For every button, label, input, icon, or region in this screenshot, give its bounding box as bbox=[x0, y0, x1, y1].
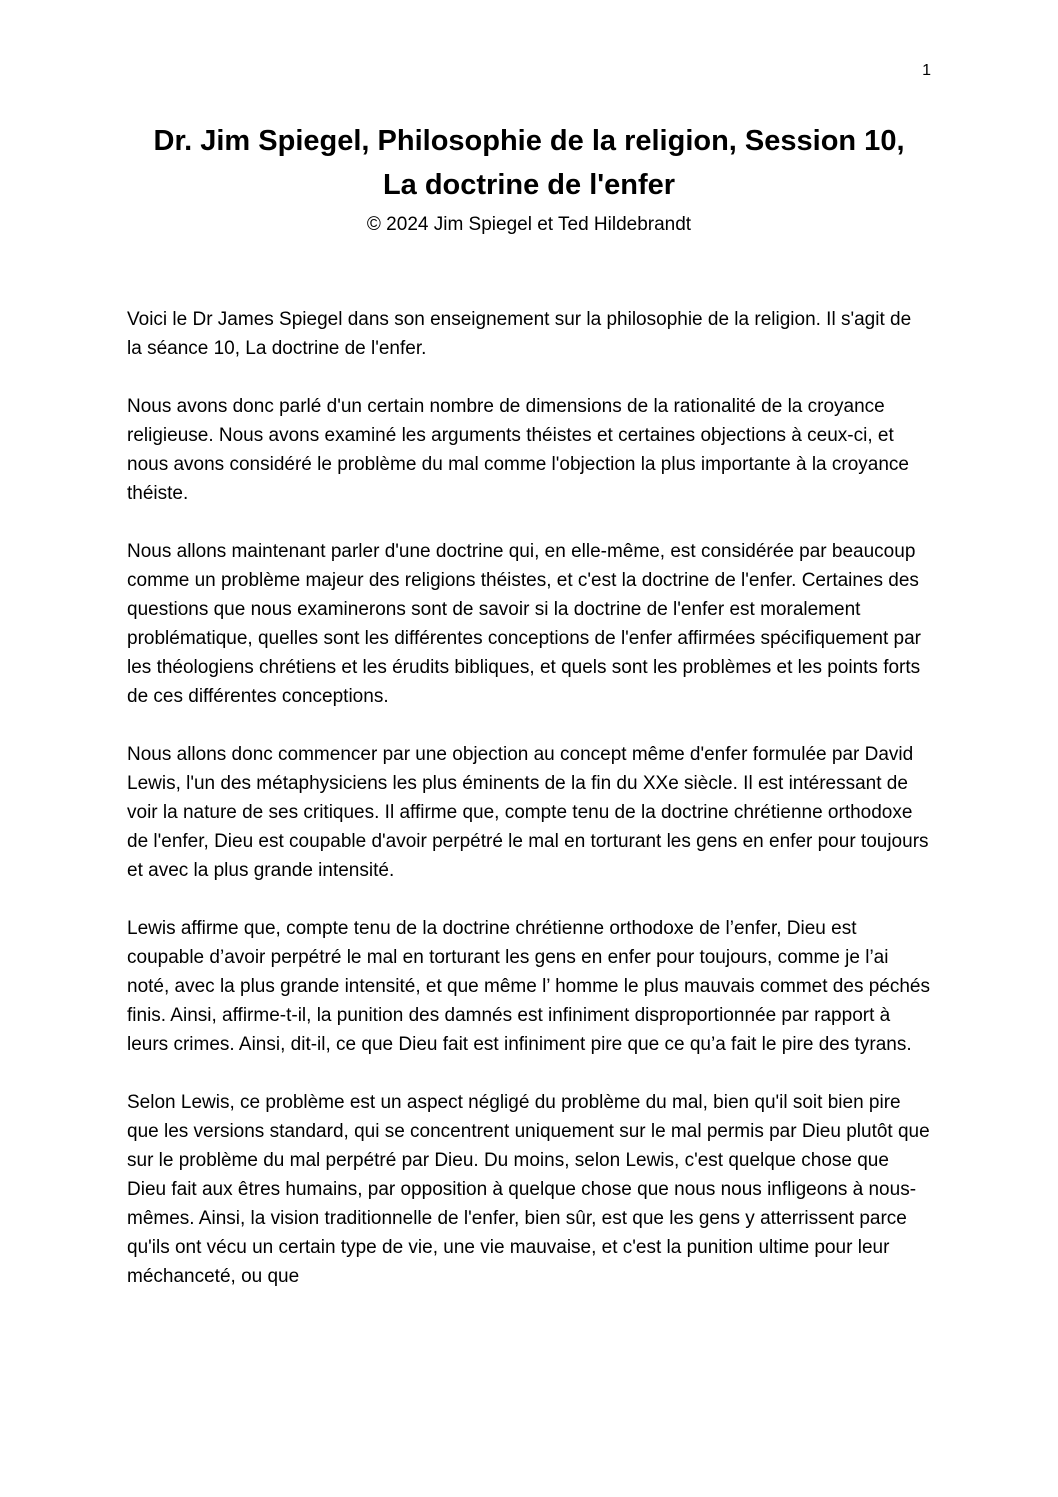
document-title bbox=[127, 120, 931, 207]
page-number: 1 bbox=[922, 62, 931, 79]
copyright-line: © 2024 Jim Spiegel et Ted Hildebrandt bbox=[366, 214, 692, 235]
document-body bbox=[127, 305, 931, 1291]
paragraph-4: Nous allons donc commencer par une objection au concept même d'enfer formulée par David Lewis, l'un des métaphysiciens les plus éminents de la fin du XXe siècle. Il est intéressant de voir la nature de ses critiques. Il affirme que, compte tenu de la doctrine chrétienne orthodoxe de l'enfer, Dieu est coupable d'avoir perpétré le mal en torturant les gens en enfer pour toujours et avec la plus grande intensité. bbox=[127, 743, 929, 881]
title-line-2: La doctrine de l'enfer bbox=[382, 168, 676, 201]
paragraph-2: Nous avons donc parlé d'un certain nombre de dimensions de la rationalité de la croyance religieuse. Nous avons examiné les arguments théistes et certaines objections à ceux-ci, et nous avons considéré le problème du mal comme l'objection la plus importante à la croyance théiste. bbox=[127, 395, 909, 504]
paragraph-1: Voici le Dr James Spiegel dans son enseignement sur la philosophie de la religion. Il s'agit de la séance 10, La doctrine de l'enfer. bbox=[127, 308, 912, 359]
paragraph-5: Lewis affirme que, compte tenu de la doctrine chrétienne orthodoxe de l’enfer, Dieu est coupable d’avoir perpétré le mal en torturant les gens en enfer pour toujours, comme je l’ai noté, avec la plus grande intensité, et que même l’ homme le plus mauvais commet des péchés finis. Ainsi, affirme-t-il, la punition des damnés est infiniment disproportionnée par rapport à leurs crimes. Ainsi, dit-il, ce que Dieu fait est infiniment pire que ce qu’a fait le pire des tyrans. bbox=[127, 917, 930, 1055]
paragraph-3: Nous allons maintenant parler d'une doctrine qui, en elle-même, est considérée par beaucoup comme un problème majeur des religions théistes, et c'est la doctrine de l'enfer. Certaines des questions que nous examinerons sont de savoir si la doctrine de l'enfer est moralement problématique, quelles sont les différentes conceptions de l'enfer affirmées spécifiquement par les théologiens chrétiens et les érudits bibliques, et quels sont les problèmes et les points forts de ces différentes conceptions. bbox=[127, 540, 922, 707]
title-line-1: Dr. Jim Spiegel, Philosophie de la religion, Session 10, bbox=[153, 125, 905, 157]
paragraph-6: Selon Lewis, ce problème est un aspect négligé du problème du mal, bien qu'il soit bien pire que les versions standard, qui se concentrent uniquement sur le mal permis par Dieu plutôt que sur le problème du mal perpétré par Dieu. Du moins, selon Lewis, c'est quelque chose que Dieu fait aux êtres humains, par opposition à quelque chose que nous nous infligeons à nous-mêmes. Ainsi, la vision traditionnelle de l'enfer, bien sûr, est que les gens y atterrissent parce qu'ils ont vécu un certain type de vie, une vie mauvaise, et c'est la punition ultime pour leur méchanceté, ou que bbox=[127, 1091, 930, 1287]
